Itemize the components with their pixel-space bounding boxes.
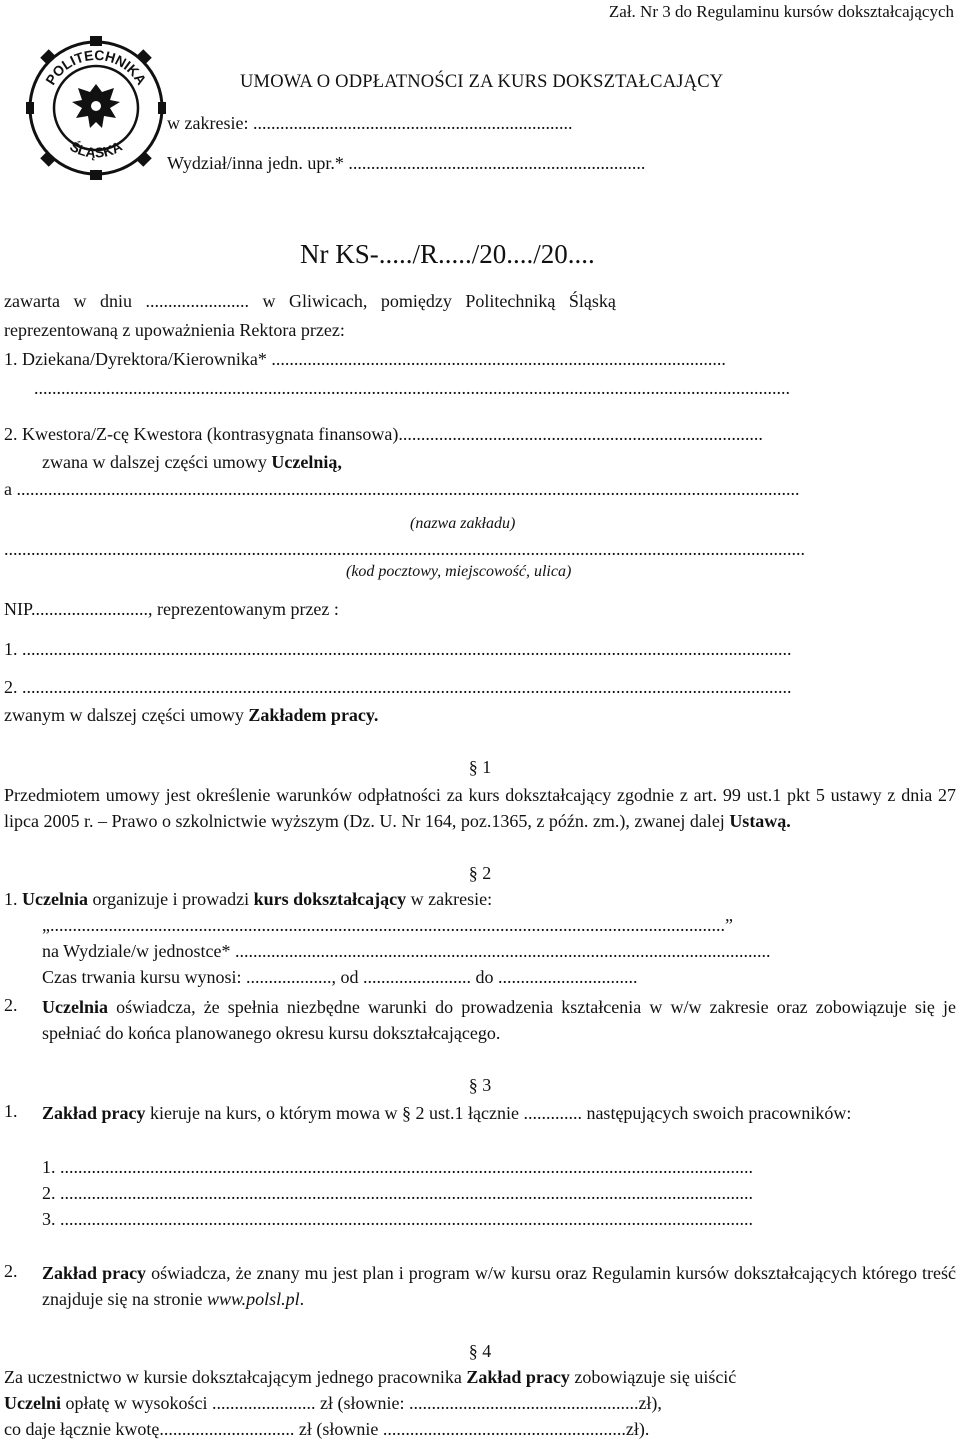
section-2-point-2: Uczelnia oświadcza, że spełnia niezbędne warunki do prowadzenia kształcenia w w/w zakresie oraz zobowiązuje się je spełniać do końca planowanego okresu kursu dokształcającego. [42, 997, 956, 1043]
annex-header: Zał. Nr 3 do Regulaminu kursów dokształcających [608, 2, 954, 21]
website-link[interactable]: www.polsl.pl [206, 1289, 300, 1309]
employer-designation: zwanym w dalszej części umowy Zakładem pracy. [4, 705, 379, 725]
course-duration-line: Czas trwania kursu wynosi: ..................., od ........................ do ............................... [42, 967, 638, 987]
contract-title: UMOWA O ODPŁATNOŚCI ZA KURS DOKSZTAŁCAJĄCY [240, 72, 724, 92]
section-4-line-2: Uczelni opłatę w wysokości ....................... zł (słownie: ...................................................zł), [4, 1393, 662, 1413]
address-caption: (kod pocztowy, miejscowość, ulica) [346, 563, 572, 580]
section-1-symbol: § 1 [468, 757, 492, 777]
dean-line-cont: ........................................................................................................................................................................ [34, 378, 790, 398]
section-4-symbol: § 4 [468, 1341, 492, 1361]
employee-1-line: 1. .......................................................................................................................................................... [42, 1157, 753, 1177]
section-3-point-2: Zakład pracy oświadcza, że znany mu jest plan i program w/w kursu oraz Regulamin kursów dokształcających którego treść znajduje się na stronie www.polsl.pl. [42, 1263, 956, 1309]
svg-text:ŚLĄSKA [67, 137, 125, 161]
representative-1: 1. ........................................................................................................................................................................... [4, 639, 792, 659]
dean-line: 1. Dziekana/Dyrektora/Kierownika* ..................................................................................................... [4, 349, 726, 369]
course-scope-line: „......................................................................................................................................................” [42, 915, 733, 935]
course-department-line: na Wydziale/w jednostce* ....................................................................................................................... [42, 941, 771, 961]
contract-number: Nr KS-...../R...../20..../20.... [300, 239, 595, 269]
logo-text-top: POLITECHNIKA [42, 46, 150, 88]
section-2-point-2-num: 2. [4, 995, 18, 1015]
representative-2: 2. ........................................................................................................................................................................... [4, 677, 792, 697]
university-logo [26, 36, 166, 186]
intro-line-1: zawarta w dniu ....................... w Gliwicach, pomiędzy Politechniką Śląską [4, 291, 616, 311]
section-4-line-3: co daje łącznie kwotę.............................. zł (słownie ......................................................zł). [4, 1419, 650, 1439]
nip-line: NIP.........................., reprezentowanym przez : [4, 599, 339, 619]
logo-text-bottom: ŚLĄSKA [67, 137, 125, 161]
section-3-point-2-num: 2. [4, 1261, 18, 1281]
section-3-point-1: Zakład pracy kieruje na kurs, o którym mowa w § 2 ust.1 łącznie ............. następujących swoich pracowników: [42, 1103, 852, 1123]
university-designation: zwana w dalszej części umowy Uczelnią, [42, 452, 342, 472]
employer-line: a .............................................................................................................................................................................. [4, 479, 800, 499]
section-3-point-1-num: 1. [4, 1101, 18, 1121]
department-line: Wydział/inna jedn. upr.* .................................................................. [167, 153, 646, 173]
employer-name-caption: (nazwa zakładu) [410, 515, 516, 532]
scope-line: w zakresie: ....................................................................... [167, 113, 573, 133]
employee-3-line: 3. .......................................................................................................................................................... [42, 1209, 753, 1229]
section-2-point-1: 1. Uczelnia organizuje i prowadzi kurs dokształcający w zakresie: [4, 889, 493, 909]
employee-2-line: 2. .......................................................................................................................................................... [42, 1183, 753, 1203]
section-4-line-1: Za uczestnictwo w kursie dokształcającym jednego pracownika Zakład pracy zobowiązuje się uiścić [4, 1367, 737, 1387]
section-3-symbol: § 3 [468, 1075, 492, 1095]
section-2-symbol: § 2 [468, 863, 492, 883]
bursar-line: 2. Kwestora/Z-cę Kwestora (kontrasygnata finansowa)................................................................................. [4, 424, 763, 444]
intro-line-2: reprezentowaną z upoważnienia Rektora przez: [4, 320, 345, 340]
address-line: .................................................................................................................................................................................. [4, 539, 805, 559]
section-1-text: Przedmiotem umowy jest określenie warunków odpłatności za kurs dokształcający zgodnie z art. 99 ust.1 pkt 5 ustawy z dnia 27 lipca 2005 r. – Prawo o szkolnictwie wyższym (Dz. U. Nr 164, poz.1365, z późn. zm.), zwanej dalej Ustawą. [4, 785, 956, 831]
